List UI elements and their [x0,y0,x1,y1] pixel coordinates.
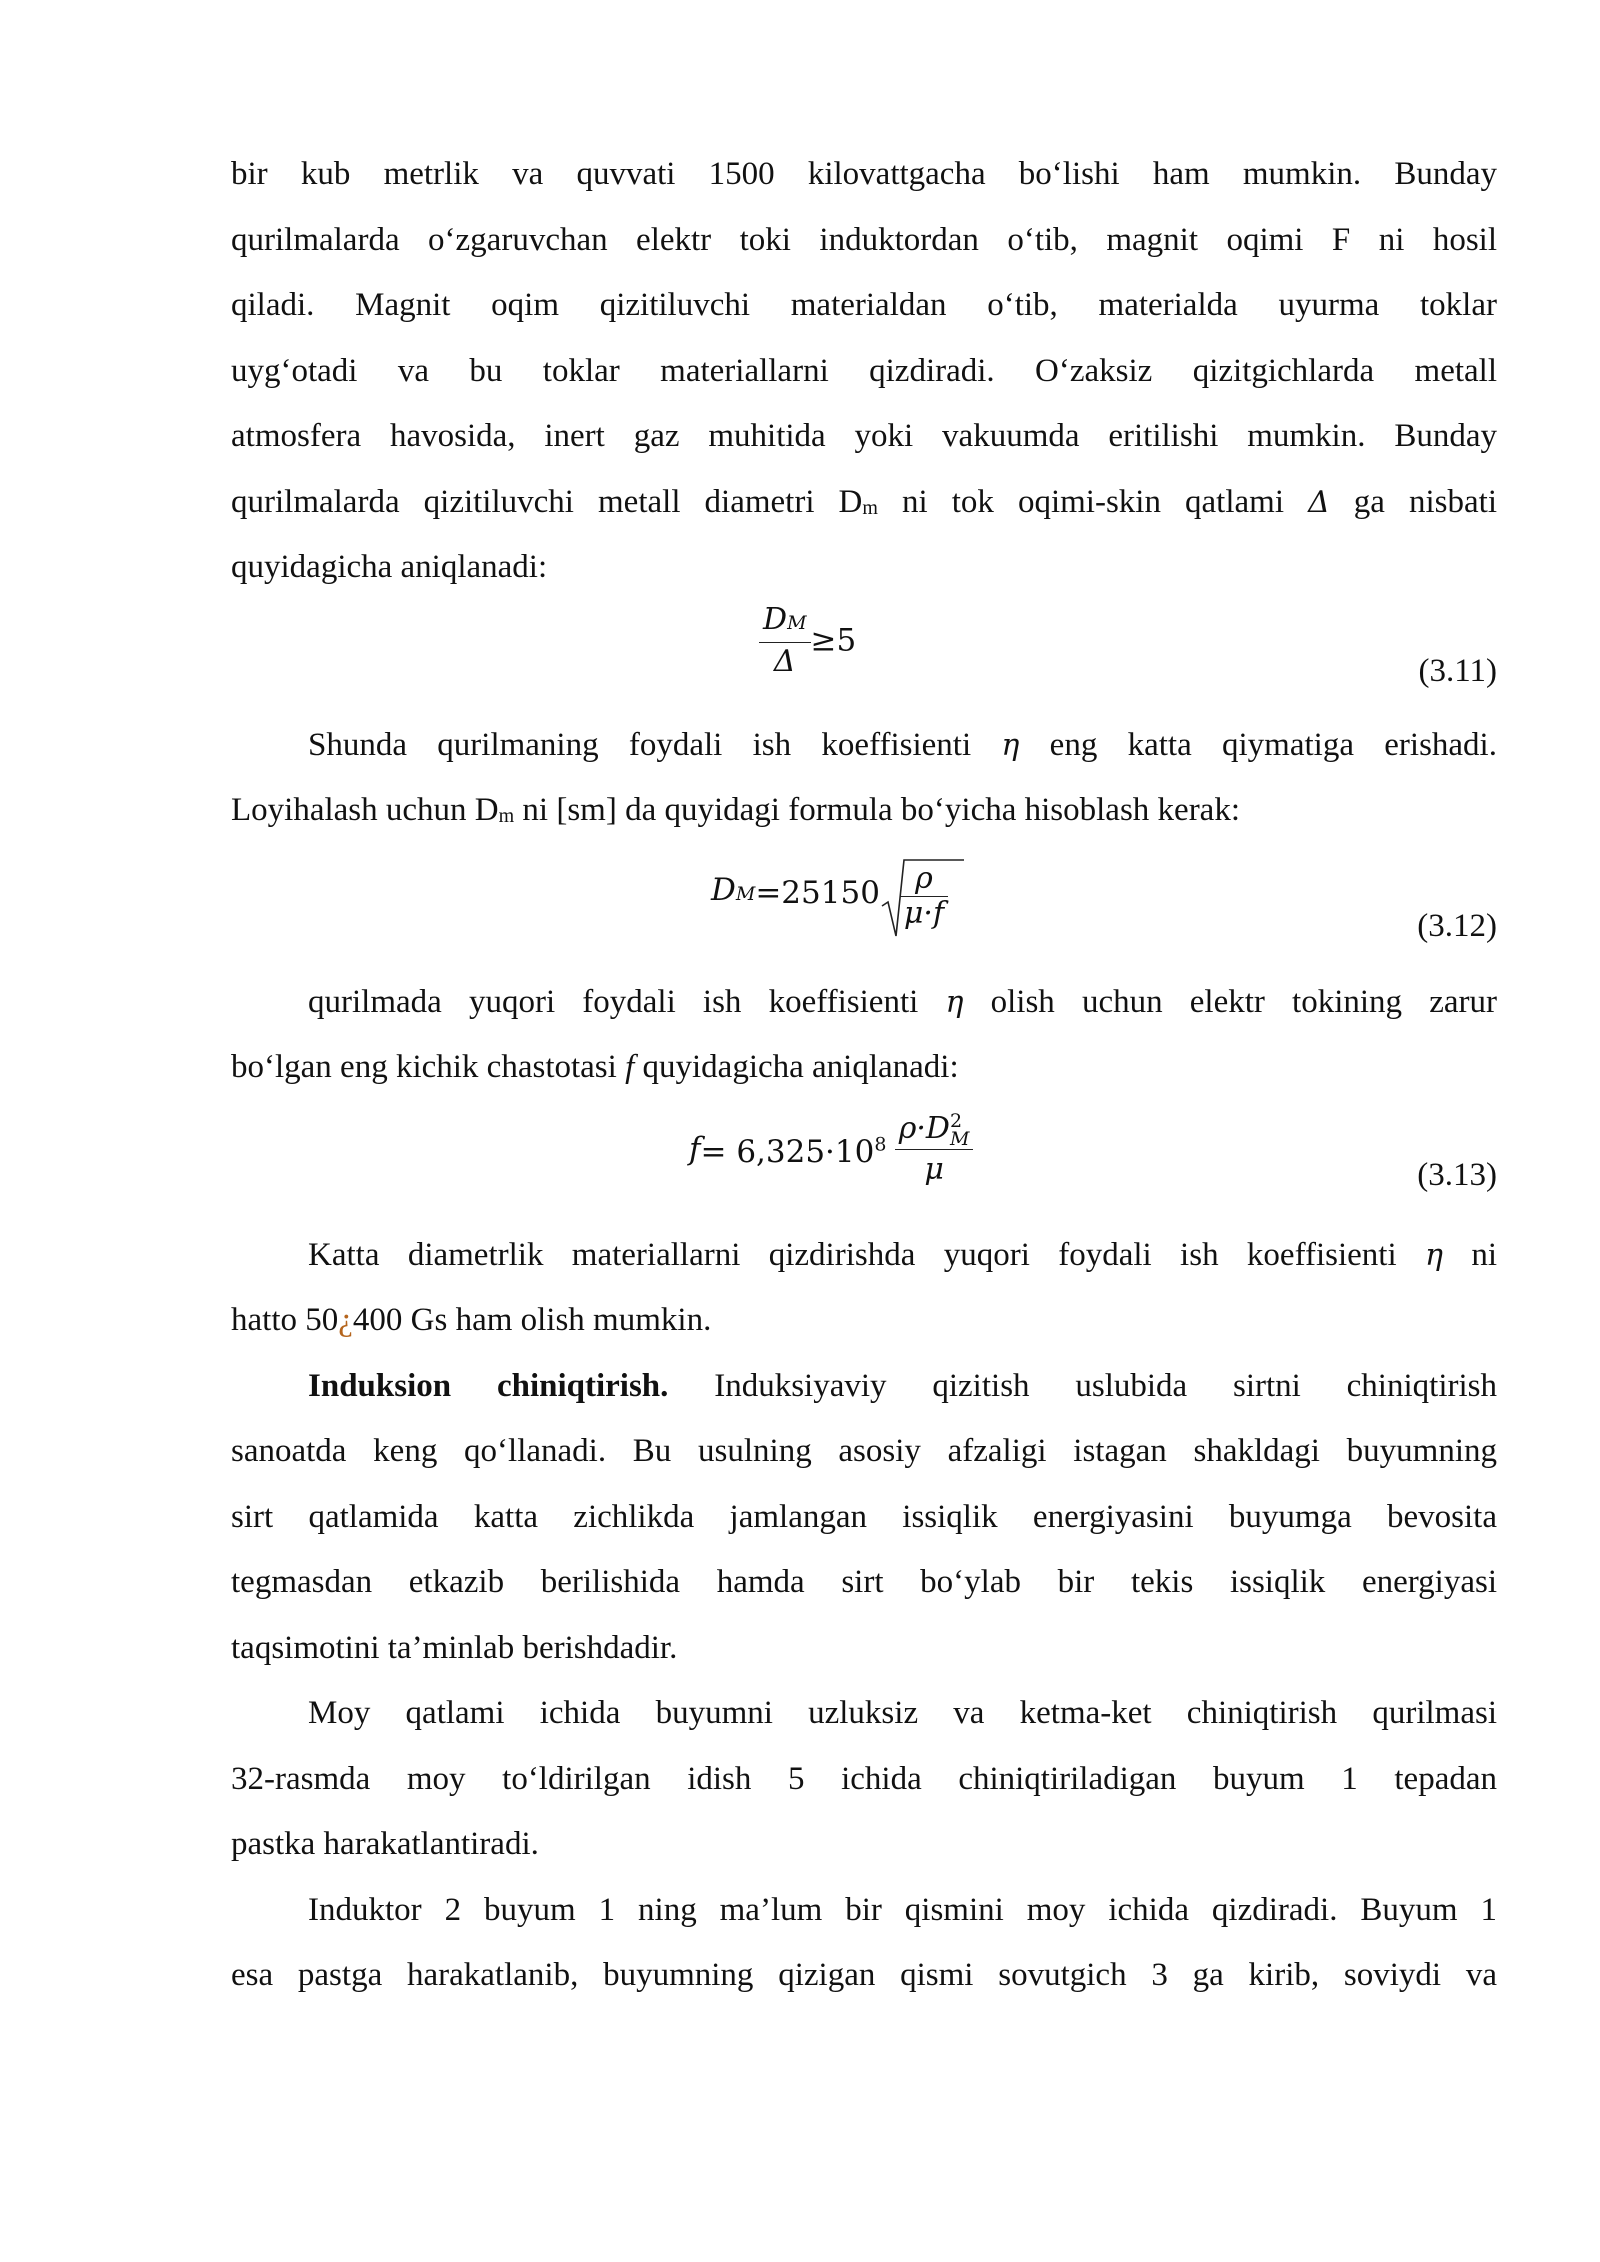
text-run: ni [1442,1236,1497,1273]
formula-body [689,1109,973,1190]
paragraph-4 [231,1223,1497,1354]
text-line: qurilmalarda o‘zgaruvchan elektr toki induktordan o‘tib, magnit oqimi F ni hosil [231,221,1497,258]
fraction [759,601,811,681]
text-run: Induksiyaviy qizitish uslubida sirtni chiniqtirish [668,1367,1497,1404]
document-page [231,142,1497,2009]
radical-sign-icon [880,856,964,938]
text-line: tegmasdan etkazib berilishida hamda sirt bo‘ylab bir tekis issiqlik energiyasi [231,1564,1497,1600]
text-line: sanoatda keng qo‘llanadi. Bu usulning asosiy afzaligi istagan shakldagi buyumning [231,1433,1497,1469]
formula-coefficient: = $6,325\cdot 10^8$ [700,1133,887,1170]
text-run: Katta diametrlik materiallarni qizdirishda yuqori foydali ish koeffisienti [308,1236,1425,1273]
text-line [231,1288,1497,1354]
text-line: qiladi. Magnit oqim qizitiluvchi materialdan o‘tib, materialda uyurma toklar [231,287,1497,323]
text-line: Induktor 2 buyum 1 ning ma’lum bir qismini moy ichida qizdiradi. Buyum 1 [308,1891,1497,1928]
fraction-denominator: μ·f [903,895,945,931]
text-run: eng katta qiymatiga erishadi. [1019,726,1497,763]
italic-f: f [625,1049,635,1085]
text-line [231,970,1497,1036]
text-run: hatto 50 [231,1302,339,1338]
paragraph-3 [231,970,1497,1101]
square-root [880,856,948,931]
text-line: Moy qatlami ichida buyumni uzluksiz va ketma-ket chiniqtirish qurilmasi [308,1695,1497,1731]
text-run: Shunda qurilmaning foydali ish koeffisienti [308,726,1002,763]
eta-symbol: η [945,984,964,1020]
text-run: 400 Gs ham olish mumkin. [352,1302,712,1338]
equation-number: (3.11) [1418,652,1497,689]
text-line: pastka harakatlantiradi. [231,1826,539,1862]
text-line: bir kub metrlik va quvvati 1500 kilovattgacha bo‘lishi ham mumkin. Bunday [231,156,1497,192]
formula-body [759,601,856,681]
text-line: quyidagicha aniqlanadi: [231,549,548,585]
subscript: m [498,805,515,827]
paragraph-5 [231,1354,1497,1682]
equation-number: (3.12) [1417,907,1497,944]
fraction-numerator: ρ·D 2 M [895,1109,974,1150]
formula-rhs: ≥5 [810,621,857,658]
text-run: ni tok oqimi-skin qatlami [877,483,1309,520]
text-run: qurilmalarda qizitiluvchi metall diametri D [231,483,863,520]
text-line [231,470,1497,536]
delta-symbol: Δ [1308,484,1330,520]
equation-number: (3.13) [1417,1156,1497,1193]
section-heading: Induksion chiniqtirish. [308,1367,669,1404]
text-run: Loyihalash uchun D [231,792,499,828]
text-line [231,1035,1497,1101]
exponent: 8 [874,1133,887,1156]
fraction-denominator: μ [924,1151,944,1187]
eta-symbol: η [1001,727,1020,763]
text-run: ga nisbati [1329,483,1497,520]
equation-3-11 [231,601,1497,719]
text-line: 32-rasmda moy to‘ldirilgan idish 5 ichida chiniqtiriladigan buyum 1 tepadan [231,1760,1497,1797]
fraction-numerator: DM [759,601,811,643]
paragraph-1 [231,142,1497,601]
fraction-numerator: ρ [900,862,948,897]
text-line [231,1354,1497,1420]
fraction [895,1109,974,1190]
text-line: atmosfera havosida, inert gaz muhitida yoki vakuumda eritilishi mumkin. Bunday [231,418,1497,454]
text-line [231,1223,1497,1289]
text-line [231,713,1497,779]
text-line: uyg‘otadi va bu toklar materiallarni qizdiradi. O‘zaksiz qizitgichlarda metall [231,352,1497,389]
text-run: ni [sm] da quyidagi formula bo‘yicha hisoblash kerak: [514,792,1240,828]
fraction-denominator: Δ [773,643,796,679]
text-line: sirt qatlamida katta zichlikda jamlangan issiqlik energiyasini buyumga bevosita [231,1498,1497,1535]
equation-3-13 [231,1101,1497,1229]
paragraph-7 [231,1878,1497,2009]
formula-equals: =25150 [755,874,880,911]
text-run: bo‘lgan eng kichik chastotasi [231,1049,626,1085]
text-run: olish uchun elektr tokining zarur [963,983,1497,1020]
subscript: m [862,496,878,519]
eta-symbol: η [1424,1237,1443,1273]
text-run: quyidagicha aniqlanadi: [634,1049,959,1085]
formula-body [711,856,948,931]
text-line: taqsimotini ta’minlab berishdadir. [231,1629,678,1666]
text-line: esa pastga harakatlanib, buyumning qizigan qismi sovutgich 3 ga kirib, soviydi va [231,1957,1497,1993]
paragraph-6 [231,1681,1497,1878]
paragraph-2 [231,713,1497,844]
text-run: qurilmada yuqori foydali ish koeffisienti [308,983,946,1020]
equation-3-12 [231,844,1497,974]
text-line [231,778,1497,844]
formula-lhs: DM [711,872,756,909]
inverted-question-glyph: ¿ [338,1302,353,1338]
formula-lhs: f [689,1130,701,1167]
